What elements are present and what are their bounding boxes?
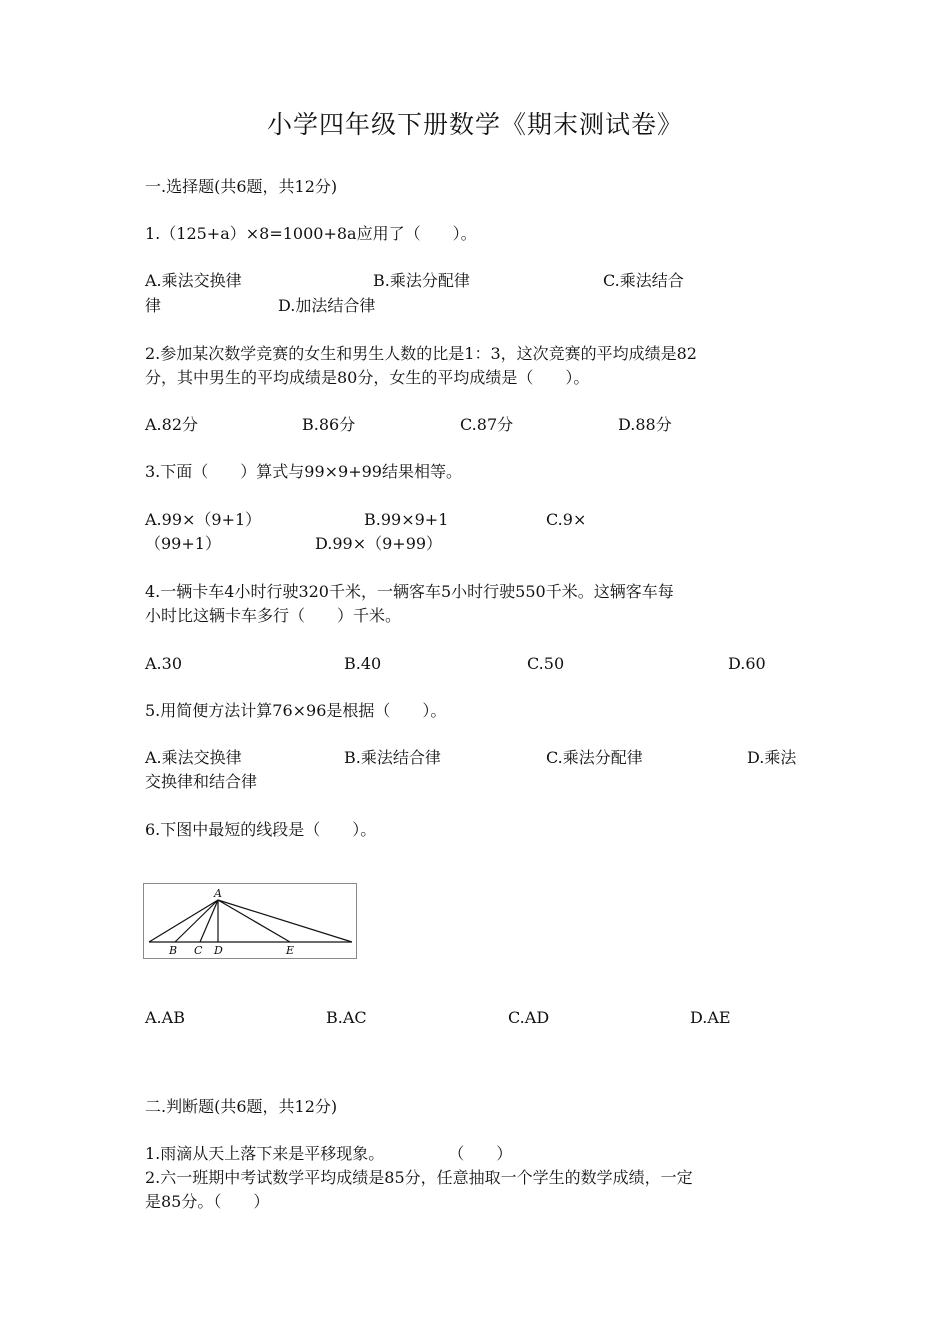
q1-option-a: A.乘法交换律 bbox=[145, 271, 242, 290]
q2-option-d: D.88分 bbox=[618, 415, 672, 434]
q2-option-b: B.86分 bbox=[302, 415, 356, 434]
point-label-c: C bbox=[194, 944, 203, 957]
q2-text-line1: 2.参加某次数学竞赛的女生和男生人数的比是1：3，这次竞赛的平均成绩是82 bbox=[145, 344, 697, 363]
q5-option-b: B.乘法结合律 bbox=[344, 748, 441, 767]
q3-option-c-wrap: （99+1） bbox=[145, 534, 221, 553]
q5-option-d: D.乘法 bbox=[747, 748, 797, 767]
q5-option-c: C.乘法分配律 bbox=[546, 748, 643, 767]
q2-option-c: C.87分 bbox=[460, 415, 514, 434]
q3-option-b: B.99×9+1 bbox=[364, 510, 449, 529]
q6-text: 6.下图中最短的线段是（ ）。 bbox=[145, 820, 377, 839]
q3-option-c: C.9× bbox=[546, 510, 587, 529]
point-label-d: D bbox=[214, 944, 223, 957]
segment-a-left bbox=[149, 900, 218, 942]
q4-option-c: C.50 bbox=[527, 654, 565, 673]
q3-text: 3.下面（ ）算式与99×9+99结果相等。 bbox=[145, 462, 462, 481]
line-segments-figure bbox=[143, 883, 357, 959]
segment-ac bbox=[200, 900, 218, 942]
q1-option-d: D.加法结合律 bbox=[278, 296, 376, 315]
point-label-e: E bbox=[286, 944, 295, 957]
q5-text: 5.用简便方法计算76×96是根据（ ）。 bbox=[145, 701, 447, 720]
q5-option-d-wrap: 交换律和结合律 bbox=[145, 772, 258, 791]
q1-option-c: C.乘法结合 bbox=[603, 271, 684, 290]
q4-text-line2: 小时比这辆卡车多行（ ）千米。 bbox=[145, 606, 402, 625]
q6-option-d: D.AE bbox=[690, 1008, 731, 1027]
point-label-a: A bbox=[214, 887, 222, 900]
q5-option-a: A.乘法交换律 bbox=[145, 748, 242, 767]
q4-option-a: A.30 bbox=[145, 654, 182, 673]
q1-option-c-wrap: 律 bbox=[145, 296, 162, 315]
segment-a-right bbox=[218, 900, 352, 942]
section1-heading: 一.选择题(共6题，共12分) bbox=[145, 177, 338, 196]
q1-text: 1.（125+a）×8=1000+8a应用了（ ）。 bbox=[145, 224, 477, 243]
judge-q1-text: 1.雨滴从天上落下来是平移现象。 （ ） bbox=[145, 1144, 513, 1163]
segment-ae bbox=[218, 900, 290, 942]
segment-ab bbox=[175, 900, 218, 942]
q3-option-a: A.99×（9+1） bbox=[145, 510, 262, 529]
page-title: 小学四年级下册数学《期末测试卷》 bbox=[266, 110, 683, 139]
q4-option-d: D.60 bbox=[728, 654, 766, 673]
q6-option-a: A.AB bbox=[145, 1008, 185, 1027]
q2-option-a: A.82分 bbox=[145, 415, 199, 434]
triangle-diagram bbox=[144, 884, 356, 958]
q4-option-b: B.40 bbox=[344, 654, 382, 673]
section2-heading: 二.判断题(共6题，共12分) bbox=[145, 1097, 338, 1116]
q1-option-b: B.乘法分配律 bbox=[373, 271, 470, 290]
point-label-b: B bbox=[169, 944, 178, 957]
judge-q2-text-line2: 是85分。（ ） bbox=[145, 1192, 270, 1211]
q2-text-line2: 分，其中男生的平均成绩是80分，女生的平均成绩是（ ）。 bbox=[145, 368, 590, 387]
q6-option-c: C.AD bbox=[508, 1008, 550, 1027]
q6-option-b: B.AC bbox=[326, 1008, 367, 1027]
q4-text-line1: 4.一辆卡车4小时行驶320千米，一辆客车5小时行驶550千米。这辆客车每 bbox=[145, 582, 674, 601]
q3-option-d: D.99×（9+99） bbox=[315, 534, 443, 553]
judge-q2-text-line1: 2.六一班期中考试数学平均成绩是85分，任意抽取一个学生的数学成绩，一定 bbox=[145, 1168, 693, 1187]
